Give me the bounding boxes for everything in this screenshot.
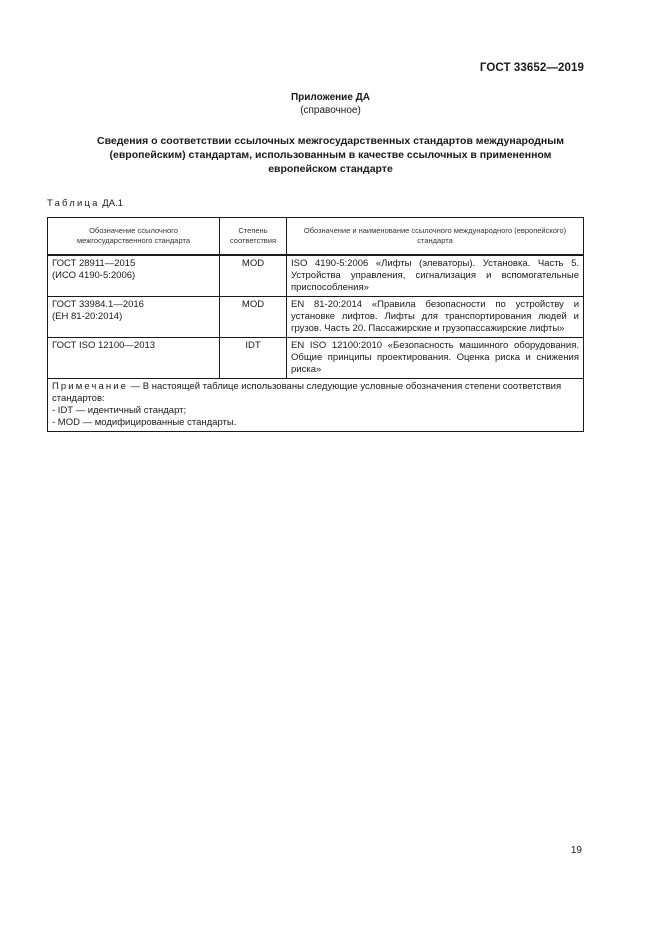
annex-title: Приложение ДА xyxy=(290,92,371,103)
table-label-number: ДА.1 xyxy=(99,198,123,209)
table-label-word: Таблица xyxy=(47,198,100,209)
table-label xyxy=(47,198,123,209)
correspondence-table xyxy=(47,217,584,432)
reference-cell: EN ISO 12100:2010 «Безопасность машинного оборудования. Общие принципы проектирования. Оценка риска и снижения риска» xyxy=(287,338,584,379)
standard-cell xyxy=(48,297,220,338)
annex-subtitle: (справочное) xyxy=(300,105,361,116)
standard-designation: ГОСТ 33984.1—2016 xyxy=(52,299,144,310)
heading-line: европейском стандарте xyxy=(268,163,393,175)
standard-designation: ГОСТ 28911—2015 xyxy=(52,258,136,269)
table-header-row xyxy=(48,218,584,256)
heading-line: Сведения о соответствии ссылочных межгосударственных стандартов международным xyxy=(97,135,564,147)
note-intro xyxy=(52,381,561,404)
column-header-reference: Обозначение и наименование ссылочного международного (европейского) стандарта xyxy=(287,218,584,256)
degree-cell: MOD xyxy=(220,255,287,297)
table-note xyxy=(48,379,584,432)
table-row xyxy=(48,297,584,338)
standard-designation: ГОСТ ISO 12100—2013 xyxy=(52,340,156,351)
note-item: - IDT — идентичный стандарт; xyxy=(52,405,187,416)
note-text: — В настоящей таблице использованы следующие условные обозначения степени соответствия стандартов: xyxy=(52,381,562,404)
page-number: 19 xyxy=(570,845,582,856)
reference-cell: EN 81-20:2014 «Правила безопасности по устройству и установке лифтов. Лифты для транспортирования людей и грузов. Часть 20. Пассажирские и грузопассажирские лифты» xyxy=(287,297,584,338)
note-label: Примечание xyxy=(52,381,128,392)
degree-cell: MOD xyxy=(220,297,287,338)
table-row xyxy=(48,338,584,379)
standard-equivalent: (ИСО 4190-5:2006) xyxy=(52,270,136,281)
standard-equivalent: (ЕН 81-20:2014) xyxy=(52,311,123,322)
table-row xyxy=(48,255,584,297)
column-header-degree: Степень соответствия xyxy=(220,218,287,256)
section-heading xyxy=(60,134,601,176)
standard-cell xyxy=(48,255,220,297)
standard-cell xyxy=(48,338,220,379)
reference-cell: ISO 4190-5:2006 «Лифты (элеваторы). Установка. Часть 5. Устройства управления, сигнализация и вспомогательные приспособления» xyxy=(287,255,584,297)
document-code: ГОСТ 33652—2019 xyxy=(479,62,584,74)
column-header-standard: Обозначение ссылочного межгосударственного стандарта xyxy=(48,218,220,256)
degree-cell: IDT xyxy=(220,338,287,379)
heading-line: (европейским) стандартам, использованным в качестве ссылочных в примененном xyxy=(109,149,552,161)
table-note-row xyxy=(48,379,584,432)
note-item: - MOD — модифицированные стандарты. xyxy=(52,417,237,428)
